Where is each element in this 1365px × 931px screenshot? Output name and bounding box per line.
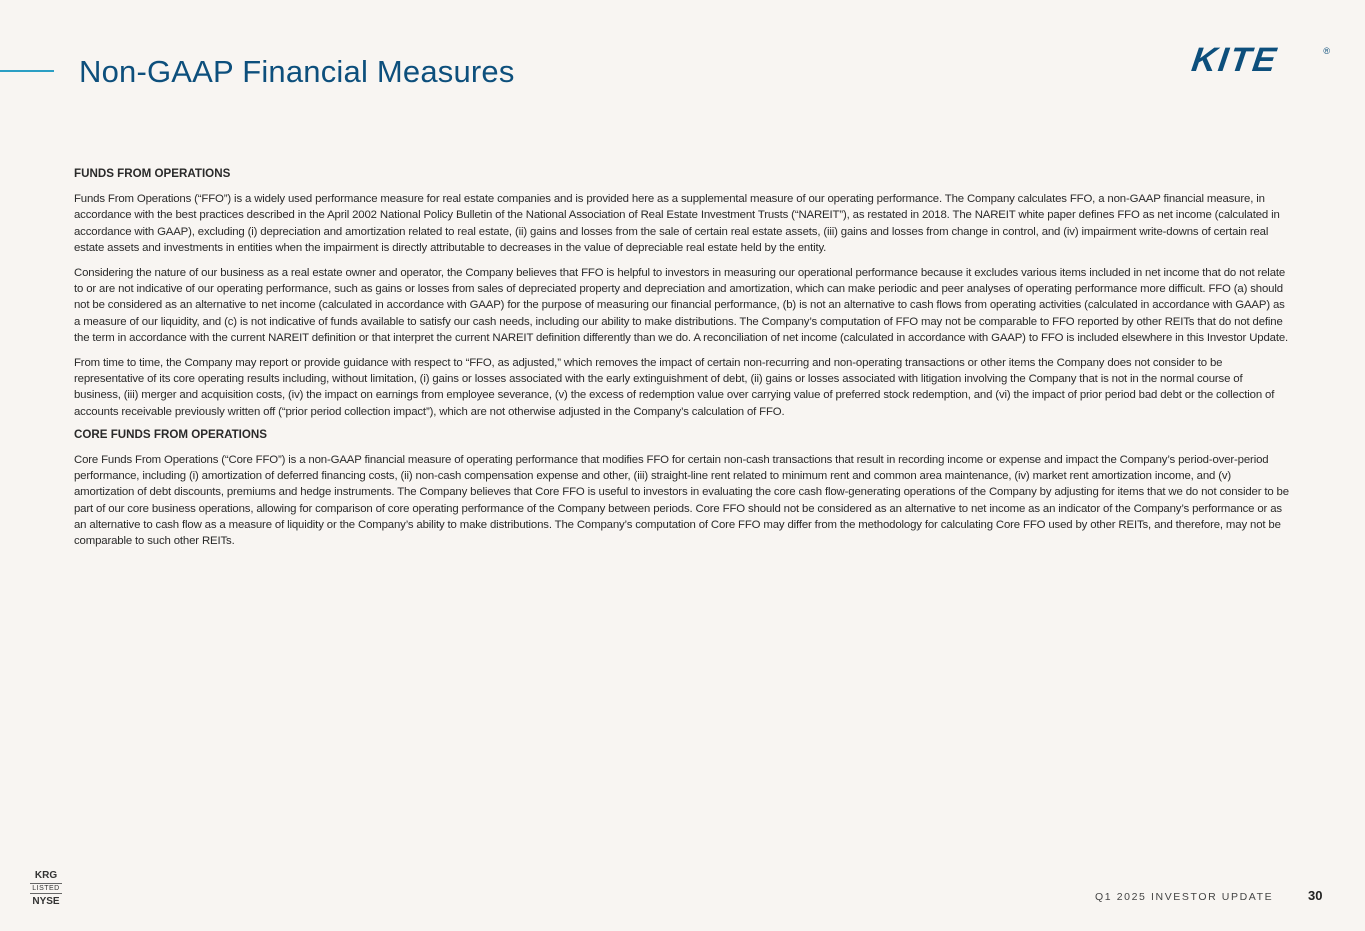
ffo-heading: FUNDS FROM OPERATIONS (74, 167, 231, 180)
page-number: 30 (1308, 888, 1323, 903)
footer-document-label: Q1 2025 INVESTOR UPDATE (1095, 891, 1274, 903)
ffo-paragraph-1: Funds From Operations (“FFO”) is a widely used performance measure for real estate companies and is provided here as a supplemental measure of our operating performance. The Company calculates FFO, a non-GAAP financial measure, in accordance with the best practices described in the April 2002 National Policy Bulletin of the National Association of Real Estate Investment Trusts (“NAREIT”), as restated in 2018. The NAREIT white paper defines FFO as net income (calculated in accordance with GAAP), excluding (i) depreciation and amortization related to real estate, (ii) gains and losses from the sale of certain real estate assets, (iii) gains and losses from change in control, and (iv) impairment write-downs of certain real estate assets and investments in entities when the impairment is directly attributable to decreases in the value of depreciable real estate held by the entity. (74, 193, 1280, 254)
nyse-listed-badge (30, 869, 62, 908)
registered-mark: ® (1323, 46, 1330, 56)
core-ffo-paragraph-1: Core Funds From Operations (“Core FFO”) is a non-GAAP financial measure of operating performance that modifies FFO for certain non-cash transactions that result in recording income or expense and impact the Company’s period-over-period performance, including (i) amortization of deferred financing costs, (ii) non-cash compensation expense and other, (iii) straight-line rent related to minimum rent and common area maintenance, (iv) market rent amortization income, and (v) amortization of debt discounts, premiums and hedge instruments. The Company believes that Core FFO is useful to investors in evaluating the core cash flow-generating operations of the Company by adjusting for items that we do not consider to be part of our core business operations, allowing for comparison of core operating performance of the Company between periods. Core FFO should not be considered as an alternative to net income as an indicator of the Company’s performance or as an alternative to cash flow as a measure of liquidity or the Company’s ability to make distributions. The Company’s computation of Core FFO may differ from the methodology for calculating Core FFO used by other REITs, and therefore, may not be comparable to such other REITs. (74, 454, 1289, 548)
main-content (74, 166, 1290, 558)
kite-logo (1186, 41, 1332, 79)
core-ffo-heading: CORE FUNDS FROM OPERATIONS (74, 427, 268, 441)
title-accent-line (0, 70, 54, 72)
badge-ticker: KRG (34, 870, 58, 881)
ffo-paragraph-2: Considering the nature of our business as a real estate owner and operator, the Company believes that FFO is helpful to investors in measuring our operational performance because it excludes various items included in net income that do not relate to or are not indicative of our operating performance, such as gains or losses from sales of depreciated property and depreciation and amortization, which can make periodic and peer analyses of operating performance more difficult. FFO (a) should not be considered as an alternative to net income (calculated in accordance with GAAP) for the purpose of measuring our financial performance, (b) is not an alternative to cash flows from operating activities (calculated in accordance with GAAP) as a measure of our liquidity, and (c) is not indicative of funds available to satisfy our cash needs, including our ability to make distributions. The Company’s computation of FFO may not be comparable to FFO reported by other REITs that do not define the term in accordance with the current NAREIT definition or that interpret the current NAREIT definition differently than we do. A reconciliation of net income (calculated in accordance with GAAP) to FFO is included elsewhere in this Investor Update. (74, 267, 1289, 344)
page-title: Non-GAAP Financial Measures (79, 54, 515, 89)
ffo-paragraph-3: From time to time, the Company may report or provide guidance with respect to “FFO, as adjusted,” which removes the impact of certain non-recurring and non-operating transactions or other items the Company does not consider to be representative of its core operating results including, without limitation, (i) gains or losses associated with the early extinguishment of debt, (ii) gains or losses associated with litigation involving the Company that is not in the normal course of business, (iii) merger and acquisition costs, (iv) the impact on earnings from employee severance, (v) the excess of redemption value over carrying value of preferred stock redemption, and (vi) the impact of prior period bad debt or the collection of accounts receivable previously written off (“prior period collection impact”), which are not otherwise adjusted in the Company’s calculation of FFO. (74, 357, 1275, 418)
badge-listed: LISTED (30, 883, 62, 894)
badge-exchange: NYSE (32, 896, 60, 907)
logo-wordmark: KITE (1189, 41, 1281, 79)
